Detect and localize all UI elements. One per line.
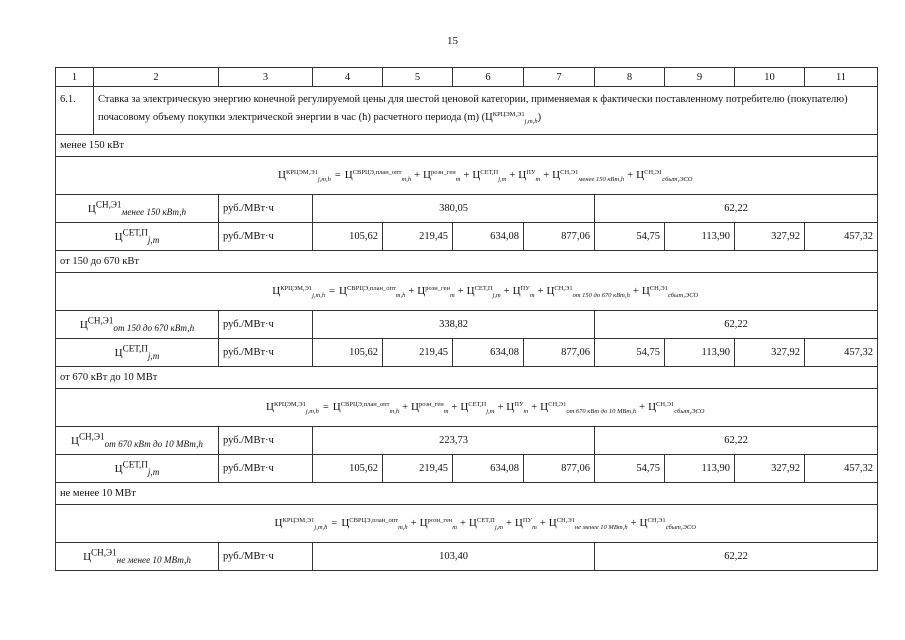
symbol-sup: СН,Э1 [95,199,122,210]
sales-rate-value: 62,22 [595,427,878,455]
network-rate-symbol [56,223,219,251]
formula-term-generation [411,401,448,413]
symbol-sup: СН,Э1 [656,400,675,408]
symbol-sub: j,m [492,291,501,299]
symbol-sub: m,h [398,523,408,531]
symbol-sub: m [455,175,461,183]
formula-term-sales [636,169,692,181]
symbol-base: Ц [514,516,523,529]
symbol-sub: j,m [498,175,507,183]
col-header: 2 [94,68,219,87]
symbol-sub: менее 150 кВт,h [578,175,625,183]
plus-sign: + [408,285,415,297]
formula-term-range [540,401,636,413]
plus-sign: + [539,517,546,529]
symbol-sub: m,h [401,175,412,183]
symbol-sub: сбыт,ЭСО [667,291,699,299]
formula-term-generation [423,169,460,181]
symbol-base: Ц [83,551,92,564]
symbol-base: Ц [417,284,426,297]
network-rate-value: 634,08 [453,455,524,483]
network-rate-row [56,223,878,251]
symbol-sup: СВРЦЭ,план_опт [346,284,396,292]
symbol-sub: j,m,h [314,523,328,531]
symbol-sup: СН,Э1 [647,516,666,524]
symbol-base: Ц [419,516,428,529]
energy-rate-row [56,543,878,571]
symbol-base: Ц [339,284,347,297]
symbol-sub: от 670 кВт до 10 МВт,h [566,407,637,415]
formula-term-services [518,169,540,181]
formula-term-services [513,285,535,297]
symbol-sup: СН,Э1 [91,547,117,558]
symbol-sub: m [535,175,541,183]
network-rate-value: 54,75 [595,339,665,367]
plus-sign: + [451,401,458,413]
group-title-row [56,483,878,505]
symbol-sub: от 150 до 670 кВт,h [113,323,195,334]
symbol-base: Ц [411,400,419,413]
symbol-sub: m [443,407,449,415]
network-rate-value: 219,45 [383,455,453,483]
symbol-base: Ц [518,168,527,181]
symbol-sup: СЕТ,П [480,168,499,176]
formula-term-network [467,285,501,297]
network-symbol [114,459,160,478]
plus-sign: + [459,517,466,529]
formula-term-services [506,401,528,413]
symbol-sub: сбыт,ЭСО [662,175,693,183]
symbol-base: Ц [548,516,557,529]
plus-sign: + [402,401,409,413]
symbol-sup: СН,Э1 [560,168,579,176]
tariff-table [55,67,878,571]
symbol-base: Ц [265,400,274,413]
formula-term-wholesale [345,169,411,181]
network-rate-value: 105,62 [313,223,383,251]
network-rate-symbol [56,455,219,483]
symbol-sup: ПУ [514,400,524,408]
sales-rate-value: 62,22 [595,543,878,571]
network-rate-value: 54,75 [595,223,665,251]
formula-term-network [472,169,506,181]
energy-symbol [87,199,187,218]
item-symbol-sub: j,m,h [524,118,538,125]
symbol-sup: СН,Э1 [644,168,663,176]
formula-row [56,505,878,543]
symbol-sub: m [529,291,535,299]
network-rate-value: 457,32 [805,223,878,251]
equals-sign: = [334,169,341,181]
symbol-base: Ц [540,400,549,413]
energy-rate-value: 103,40 [313,543,595,571]
symbol-base: Ц [87,203,96,216]
symbol-sub: j,m [147,235,160,246]
symbol-sup: розн_ген [430,168,456,176]
item-symbol-sup: КРЦЭМ,Э1 [492,111,525,118]
formula-lhs [272,285,325,297]
formula-term-range [552,169,624,181]
energy-rate-row [56,311,878,339]
group-title: от 150 до 670 кВт [56,251,878,273]
symbol-sub: j,m,h [305,407,319,415]
symbol-sup: КРЦЭМ,Э1 [280,284,313,292]
item-row [56,87,878,135]
symbol-sup: ПУ [520,284,530,292]
plus-sign: + [639,401,646,413]
network-rate-value: 113,90 [665,339,735,367]
network-rate-value: 327,92 [735,223,805,251]
symbol-sub: m [449,291,455,299]
formula-term-network [469,517,503,529]
formula-term-range [546,285,629,297]
symbol-sup: СЕТ,П [474,284,493,292]
group-title-row [56,251,878,273]
col-header: 11 [805,68,878,87]
network-symbol [114,227,160,246]
network-rate-value: 105,62 [313,339,383,367]
formula-term-wholesale [339,285,405,297]
group-title-row [56,135,878,157]
item-description-text: Ставка за электрическую энергию конечной регулируемой цены для шестой ценовой категории, применяемая к фактически поставленному потребителю (покупателю) почасовому объему покупки электрической энергии в час (h) расчетного периода (m) (Ц [98,94,848,123]
symbol-base: Ц [332,400,341,413]
unit-cell: руб./МВт·ч [219,455,313,483]
symbol-base: Ц [546,284,555,297]
symbol-sub: j,m [147,351,160,362]
energy-rate-row [56,195,878,223]
energy-rate-value: 223,73 [313,427,595,455]
network-rate-value: 54,75 [595,455,665,483]
formula-term-wholesale [341,517,407,529]
item-number: 6.1. [56,87,94,135]
symbol-base: Ц [641,284,650,297]
symbol-base: Ц [71,435,79,448]
symbol-sub: m,h [395,291,406,299]
energy-rate-symbol [56,543,219,571]
plus-sign: + [632,285,639,297]
col-header: 7 [524,68,595,87]
equals-sign: = [322,401,329,413]
symbol-base: Ц [114,463,123,476]
group-title: не менее 10 МВт [56,483,878,505]
formula-spacer [56,157,94,195]
energy-rate-value: 338,82 [313,311,595,339]
network-rate-value: 327,92 [735,455,805,483]
symbol-sub: от 670 кВт до 10 МВт,h [104,439,203,450]
unit-cell: руб./МВт·ч [219,543,313,571]
network-rate-value: 113,90 [665,223,735,251]
symbol-base: Ц [341,516,350,529]
symbol-base: Ц [460,400,469,413]
formula [94,389,878,427]
symbol-base: Ц [636,168,645,181]
symbol-base: Ц [423,168,431,181]
symbol-sup: СН,Э1 [78,431,105,442]
formula-row [56,157,878,195]
network-rate-value: 457,32 [805,339,878,367]
symbol-sup: СН,Э1 [87,315,114,326]
energy-symbol [79,315,195,334]
network-rate-row [56,455,878,483]
column-numbers-row [56,68,878,87]
formula-row [56,273,878,311]
formula-row [56,389,878,427]
group-title: менее 150 кВт [56,135,878,157]
plus-sign: + [505,517,512,529]
symbol-sub: m [532,523,537,531]
symbol-sup: СВРЦЭ,план_опт [352,168,402,176]
network-rate-value: 877,06 [524,339,595,367]
symbol-sup: розн_ген [427,516,453,524]
formula-term-sales [648,401,704,413]
symbol-sup: розн_ген [425,284,450,292]
symbol-sub: сбыт,ЭСО [665,523,696,531]
col-header: 3 [219,68,313,87]
symbol-base: Ц [468,516,477,529]
col-header: 5 [383,68,453,87]
energy-rate-symbol [56,427,219,455]
symbol-base: Ц [512,284,521,297]
network-rate-symbol [56,339,219,367]
formula-term-wholesale [333,401,399,413]
symbol-sub: не менее 10 МВт,h [116,555,191,566]
network-rate-value: 634,08 [453,223,524,251]
energy-rate-symbol [56,311,219,339]
unit-cell: руб./МВт·ч [219,195,313,223]
plus-sign: + [410,517,417,529]
col-header: 4 [313,68,383,87]
symbol-sup: СН,Э1 [548,400,567,408]
symbol-base: Ц [79,319,88,332]
unit-cell: руб./МВт·ч [219,223,313,251]
energy-symbol [71,431,203,450]
symbol-sub: не менее 10 МВт,h [574,523,628,531]
symbol-sub: j,m [147,467,160,478]
network-rate-value: 219,45 [383,223,453,251]
symbol-sub: j,m,h [312,291,326,299]
col-header: 8 [595,68,665,87]
symbol-sup: КРЦЭМ,Э1 [285,168,318,176]
plus-sign: + [509,169,516,181]
plus-sign: + [537,285,544,297]
symbol-sup: СН,Э1 [556,516,575,524]
symbol-sup: СН,Э1 [554,284,573,292]
symbol-base: Ц [472,168,481,181]
formula-term-services [515,517,537,529]
symbol-base: Ц [272,284,281,297]
network-rate-value: 105,62 [313,455,383,483]
group-title-row [56,367,878,389]
plus-sign: + [463,169,470,181]
symbol-sup: СВРЦЭ,план_опт [349,516,399,524]
symbol-sup: ПУ [522,516,533,524]
symbol-sub: от 150 до 670 кВт,h [572,291,630,299]
symbol-base: Ц [639,516,648,529]
formula [94,157,878,195]
symbol-sup: розн_ген [418,400,444,408]
equals-sign: = [331,517,338,529]
network-rate-row [56,339,878,367]
formula-spacer [56,505,94,543]
formula-term-sales [640,517,696,529]
formula-term-sales [642,285,698,297]
group-title: от 670 кВт до 10 МВт [56,367,878,389]
network-rate-value: 634,08 [453,339,524,367]
symbol-sup: СЕТ,П [122,343,148,354]
symbol-sub: m [523,407,529,415]
symbol-sub: j,m [494,523,503,531]
col-header: 9 [665,68,735,87]
formula-lhs [275,517,328,529]
symbol-base: Ц [648,400,657,413]
item-description [94,87,878,135]
formula-term-generation [417,285,454,297]
formula [94,273,878,311]
col-header: 6 [453,68,524,87]
energy-symbol [83,547,191,566]
symbol-sub: j,m,h [317,175,331,183]
plus-sign: + [497,401,504,413]
unit-cell: руб./МВт·ч [219,339,313,367]
unit-cell: руб./МВт·ч [219,311,313,339]
symbol-sup: СЕТ,П [122,459,148,470]
col-header: 10 [735,68,805,87]
formula-lhs [278,169,331,181]
network-rate-value: 877,06 [524,455,595,483]
symbol-sup: КРЦЭМ,Э1 [282,516,315,524]
col-header: 1 [56,68,94,87]
plus-sign: + [531,401,538,413]
symbol-sub: менее 150 кВт,h [121,207,187,218]
symbol-base: Ц [344,168,353,181]
formula [94,505,878,543]
symbol-base: Ц [274,516,283,529]
network-rate-value: 219,45 [383,339,453,367]
network-rate-value: 457,32 [805,455,878,483]
plus-sign: + [457,285,464,297]
plus-sign: + [627,169,634,181]
symbol-sub: j,m [486,407,495,415]
sales-rate-value: 62,22 [595,195,878,223]
symbol-sup: СЕТ,П [476,516,495,524]
network-rate-value: 327,92 [735,339,805,367]
plus-sign: + [543,169,550,181]
plus-sign: + [414,169,421,181]
symbol-sup: КРЦЭМ,Э1 [273,400,306,408]
equals-sign: = [329,285,336,297]
formula-term-range [549,517,628,529]
symbol-base: Ц [114,347,123,360]
energy-rate-row [56,427,878,455]
formula-spacer [56,273,94,311]
symbol-sup: СН,Э1 [649,284,668,292]
network-symbol [114,343,160,362]
page-number: 15 [447,35,458,47]
symbol-sup: СЕТ,П [122,227,148,238]
formula-lhs [266,401,319,413]
symbol-sup: ПУ [526,168,536,176]
unit-cell: руб./МВт·ч [219,427,313,455]
formula-term-generation [420,517,457,529]
energy-rate-symbol [56,195,219,223]
energy-rate-value: 380,05 [313,195,595,223]
formula-term-network [460,401,494,413]
symbol-base: Ц [506,400,515,413]
symbol-base: Ц [466,284,475,297]
sales-rate-value: 62,22 [595,311,878,339]
plus-sign: + [630,517,637,529]
symbol-base: Ц [114,231,123,244]
symbol-sup: СВРЦЭ,план_опт [340,400,390,408]
network-rate-value: 877,06 [524,223,595,251]
plus-sign: + [503,285,510,297]
symbol-sub: m [452,523,457,531]
item-close: ) [537,112,542,123]
symbol-base: Ц [277,168,286,181]
symbol-base: Ц [552,168,561,181]
network-rate-value: 113,90 [665,455,735,483]
symbol-sup: СЕТ,П [468,400,487,408]
symbol-sub: сбыт,ЭСО [674,407,705,415]
symbol-sub: m,h [389,407,400,415]
formula-spacer [56,389,94,427]
